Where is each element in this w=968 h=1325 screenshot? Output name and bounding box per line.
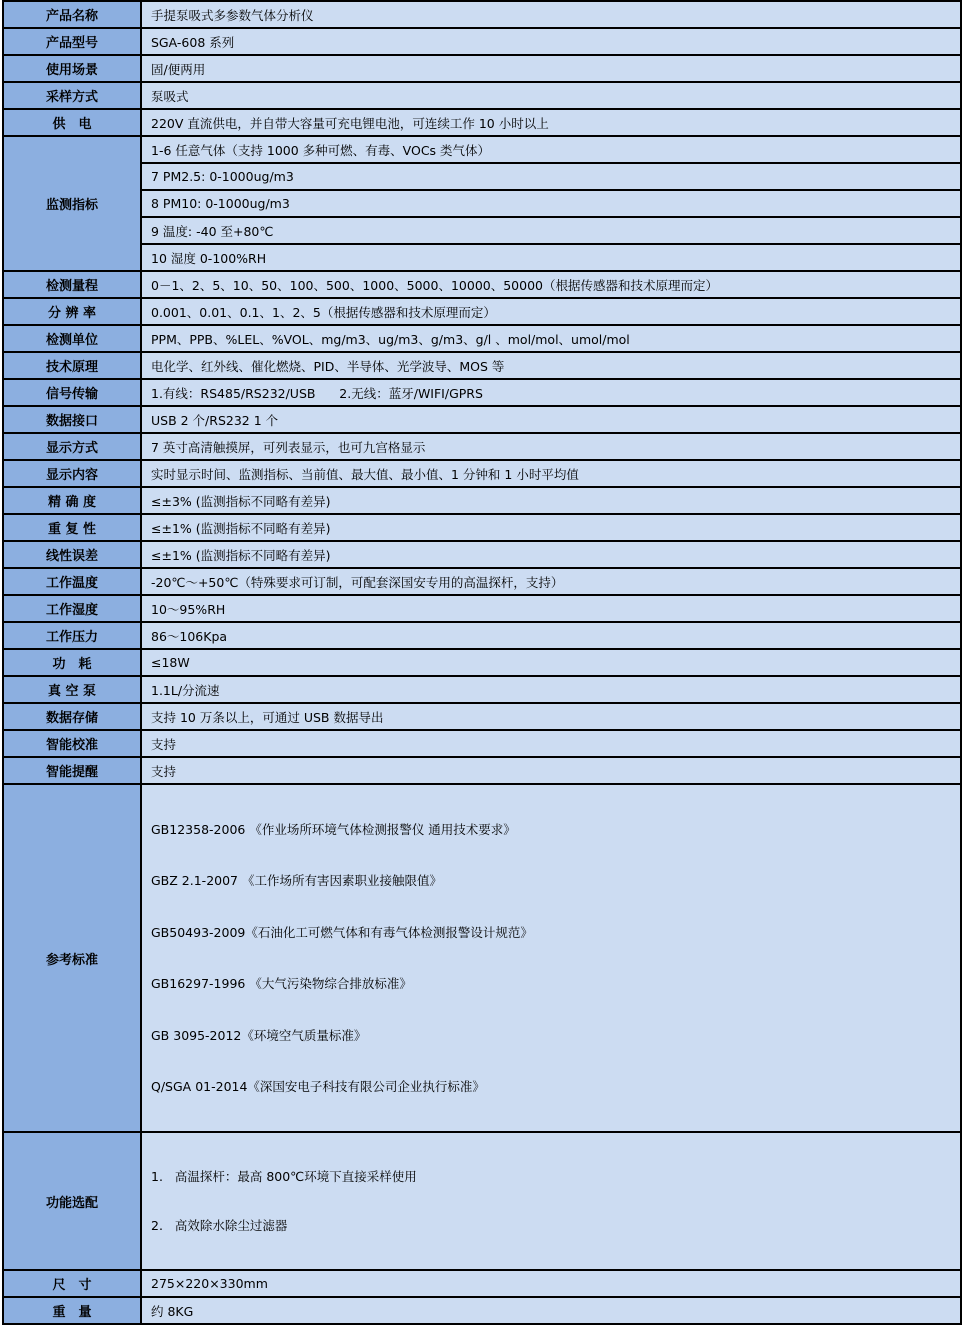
row-label-monitor: 监测指标 <box>3 136 141 271</box>
standards-cell <box>141 784 961 1132</box>
standard-line: GB12358-2006 《作业场所环境气体检测报警仪 通用技术要求》 <box>151 822 516 837</box>
standard-line: GB50493-2009《石油化工可燃气体和有毒气体检测报警设计规范》 <box>151 924 533 940</box>
standard-line: GB 3095-2012《环境空气质量标准》 <box>151 1027 367 1043</box>
row-value: PPM、PPB、%LEL、%VOL、mg/m3、ug/m3、g/m3、g/l 、mol/mol、umol/mol <box>141 325 961 352</box>
monitor-item: 8 PM10: 0-1000ug/m3 <box>141 190 961 217</box>
row-value: 1.1L/分流速 <box>141 676 961 703</box>
row-label: 显示方式 <box>3 433 141 460</box>
row-label: 检测单位 <box>3 325 141 352</box>
row-label: 工作湿度 <box>3 595 141 622</box>
row-value: ≤±3% (监测指标不同略有差异) <box>141 487 961 514</box>
row-label: 产品名称 <box>3 1 141 28</box>
standard-line: GBZ 2.1-2007 《工作场所有害因素职业接触限值》 <box>151 873 442 889</box>
row-value: ≤±1% (监测指标不同略有差异) <box>141 541 961 568</box>
spec-row-monitor-2 <box>3 163 961 190</box>
option-line: 2. 高效除水除尘过滤器 <box>151 1218 288 1234</box>
spec-row-vacuum-pump <box>3 676 961 703</box>
row-label: 工作压力 <box>3 622 141 649</box>
row-value: 7 英寸高清触摸屏，可列表显示，也可九宫格显示 <box>141 433 961 460</box>
row-value: 手提泵吸式多参数气体分析仪 <box>141 1 961 28</box>
option-line: 1. 高温探杆：最高 800℃环境下直接采样使用 <box>151 1169 417 1185</box>
spec-row-work-temp <box>3 568 961 595</box>
row-value: 固/便两用 <box>141 55 961 82</box>
row-value: 10～95%RH <box>141 595 961 622</box>
row-label: 采样方式 <box>3 82 141 109</box>
standard-line: Q/SGA 01-2014《深国安电子科技有限公司企业执行标准》 <box>151 1079 485 1095</box>
spec-row-range <box>3 271 961 298</box>
spec-row-resolution <box>3 298 961 325</box>
spec-row-weight <box>3 1297 961 1324</box>
spec-row-work-pressure <box>3 622 961 649</box>
product-spec-table <box>2 0 962 1325</box>
row-value: ≤±1% (监测指标不同略有差异) <box>141 514 961 541</box>
row-value: 实时显示时间、监测指标、当前值、最大值、最小值、1 分钟和 1 小时平均值 <box>141 460 961 487</box>
row-label: 线性误差 <box>3 541 141 568</box>
row-value: 支持 10 万条以上，可通过 USB 数据导出 <box>141 703 961 730</box>
spec-row-power-consumption <box>3 649 961 676</box>
spec-row-data-storage <box>3 703 961 730</box>
row-value: ≤18W <box>141 649 961 676</box>
spec-row-display-content <box>3 460 961 487</box>
row-value: 约 8KG <box>141 1297 961 1324</box>
spec-row-model <box>3 28 961 55</box>
row-value: SGA-608 系列 <box>141 28 961 55</box>
spec-row-monitor-4 <box>3 217 961 244</box>
spec-row-sampling <box>3 82 961 109</box>
spec-row-usage-scene <box>3 55 961 82</box>
row-label: 供 电 <box>3 109 141 136</box>
row-value: 支持 <box>141 757 961 784</box>
row-label: 功 耗 <box>3 649 141 676</box>
spec-row-dimensions <box>3 1270 961 1297</box>
spec-row-monitor-5 <box>3 244 961 271</box>
row-label: 技术原理 <box>3 352 141 379</box>
spec-table-body <box>3 1 961 1324</box>
spec-row-power <box>3 109 961 136</box>
row-label: 尺 寸 <box>3 1270 141 1297</box>
spec-row-smart-calibration <box>3 730 961 757</box>
row-value: 泵吸式 <box>141 82 961 109</box>
row-label: 智能提醒 <box>3 757 141 784</box>
spec-row-units <box>3 325 961 352</box>
spec-row-standards <box>3 784 961 1132</box>
spec-row-signal <box>3 379 961 406</box>
row-value: 电化学、红外线、催化燃烧、PID、半导体、光学波导、MOS 等 <box>141 352 961 379</box>
row-value: 0－1、2、5、10、50、100、500、1000、5000、10000、50000（根据传感器和技术原理而定） <box>141 271 961 298</box>
spec-row-principle <box>3 352 961 379</box>
row-label: 数据接口 <box>3 406 141 433</box>
row-label: 参考标准 <box>3 784 141 1132</box>
spec-row-product-name <box>3 1 961 28</box>
spec-row-data-interface <box>3 406 961 433</box>
spec-row-linearity <box>3 541 961 568</box>
monitor-item: 1-6 任意气体（支持 1000 多种可燃、有毒、VOCs 类气体） <box>141 136 961 163</box>
monitor-item: 7 PM2.5: 0-1000ug/m3 <box>141 163 961 190</box>
row-value: 支持 <box>141 730 961 757</box>
row-label: 数据存储 <box>3 703 141 730</box>
row-label: 功能选配 <box>3 1132 141 1270</box>
row-label: 产品型号 <box>3 28 141 55</box>
options-cell <box>141 1132 961 1270</box>
spec-row-monitor-1 <box>3 136 961 163</box>
row-value: 0.001、0.01、0.1、1、2、5（根据传感器和技术原理而定） <box>141 298 961 325</box>
row-value: USB 2 个/RS232 1 个 <box>141 406 961 433</box>
standard-line: GB16297-1996 《大气污染物综合排放标准》 <box>151 976 412 992</box>
row-value: 220V 直流供电，并自带大容量可充电锂电池，可连续工作 10 小时以上 <box>141 109 961 136</box>
spec-row-monitor-3 <box>3 190 961 217</box>
spec-row-options <box>3 1132 961 1270</box>
row-label: 分 辨 率 <box>3 298 141 325</box>
row-value: -20℃～+50℃（特殊要求可订制，可配套深国安专用的高温探杆，支持） <box>141 568 961 595</box>
row-value: 1.有线：RS485/RS232/USB 2.无线：蓝牙/WIFI/GPRS <box>141 379 961 406</box>
row-label: 工作温度 <box>3 568 141 595</box>
spec-row-repeatability <box>3 514 961 541</box>
row-label: 真 空 泵 <box>3 676 141 703</box>
row-label: 显示内容 <box>3 460 141 487</box>
row-label: 使用场景 <box>3 55 141 82</box>
row-value: 86～106Kpa <box>141 622 961 649</box>
row-label: 精 确 度 <box>3 487 141 514</box>
row-label: 智能校准 <box>3 730 141 757</box>
row-label: 信号传输 <box>3 379 141 406</box>
row-label: 重 复 性 <box>3 514 141 541</box>
row-label: 重 量 <box>3 1297 141 1324</box>
spec-row-work-humidity <box>3 595 961 622</box>
row-value: 275×220×330mm <box>141 1270 961 1297</box>
row-label: 检测量程 <box>3 271 141 298</box>
monitor-item: 9 温度: -40 至+80℃ <box>141 217 961 244</box>
spec-row-smart-reminder <box>3 757 961 784</box>
spec-row-accuracy <box>3 487 961 514</box>
spec-row-display-mode <box>3 433 961 460</box>
monitor-item: 10 湿度 0-100%RH <box>141 244 961 271</box>
